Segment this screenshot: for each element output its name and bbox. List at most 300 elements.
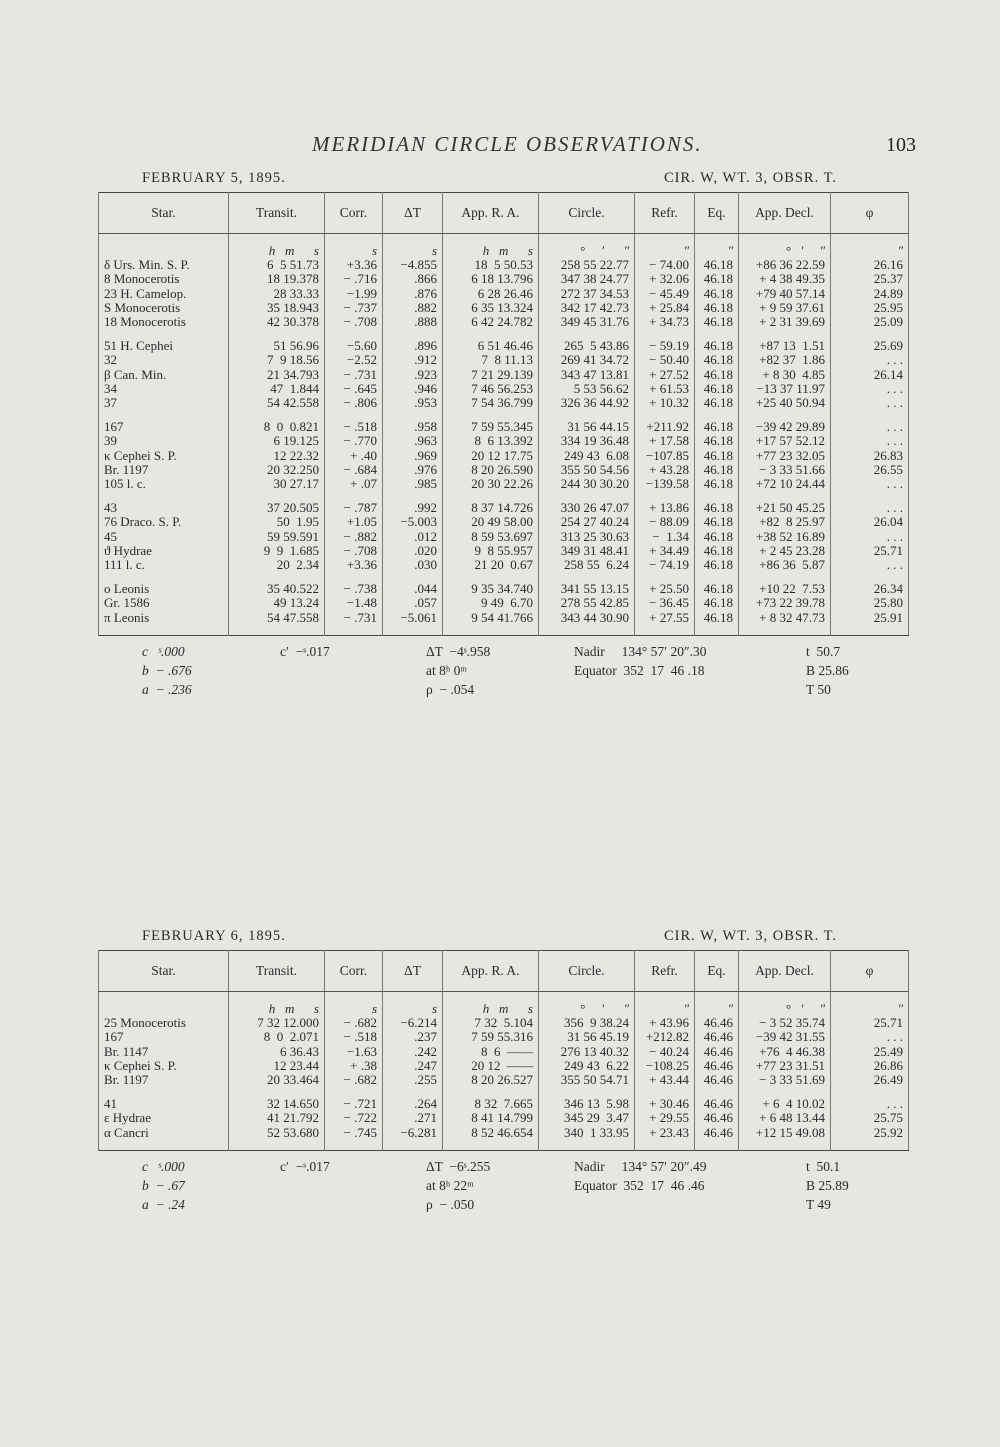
spacer-cell xyxy=(443,625,539,636)
table-row xyxy=(99,287,909,301)
table-row xyxy=(99,582,909,596)
cell-eq: 46.18 xyxy=(695,515,739,529)
table-row xyxy=(99,1059,909,1073)
cell-corr: − .806 xyxy=(325,396,383,410)
cell-delta-t: −5.003 xyxy=(383,515,443,529)
cell-phi: . . . xyxy=(831,353,909,367)
table-row xyxy=(99,501,909,515)
cell-app-decl: +17 57 52.12 xyxy=(739,434,831,448)
cell-eq: 46.18 xyxy=(695,339,739,353)
cell-phi: 25.75 xyxy=(831,1111,909,1125)
cell-transit: 59 59.591 xyxy=(229,530,325,544)
spacer-cell xyxy=(635,491,695,501)
spacer-cell xyxy=(831,491,909,501)
cell-delta-t: −6.214 xyxy=(383,1016,443,1030)
unit-app-decl: ° ′ ″ xyxy=(739,992,831,1017)
cell-delta-t: .882 xyxy=(383,301,443,315)
table-row xyxy=(99,382,909,396)
cell-delta-t: .953 xyxy=(383,396,443,410)
block-header xyxy=(98,924,910,950)
cell-refr: + 17.58 xyxy=(635,434,695,448)
cell-delta-t: .958 xyxy=(383,420,443,434)
cell-corr: − .518 xyxy=(325,420,383,434)
cell-app-ra: 6 42 24.782 xyxy=(443,315,539,329)
cell-transit: 51 56.96 xyxy=(229,339,325,353)
cell-transit: 47 1.844 xyxy=(229,382,325,396)
cell-corr: − .721 xyxy=(325,1097,383,1111)
spacer-cell xyxy=(539,1140,635,1151)
unit-eq: ″ xyxy=(695,992,739,1017)
cell-circle: 31 56 44.15 xyxy=(539,420,635,434)
cell-refr: + 34.73 xyxy=(635,315,695,329)
cell-app-ra: 8 59 53.697 xyxy=(443,530,539,544)
spacer-cell xyxy=(539,410,635,420)
spacer-cell xyxy=(831,1087,909,1097)
cell-circle: 278 55 42.85 xyxy=(539,596,635,610)
unit-app-decl: ° ′ ″ xyxy=(739,234,831,259)
cell-phi: 25.09 xyxy=(831,315,909,329)
unit-circle: ° ′ ″ xyxy=(539,992,635,1017)
cell-corr: − .645 xyxy=(325,382,383,396)
unit-delta-t: s xyxy=(383,992,443,1017)
cell-app-decl: + 2 45 23.28 xyxy=(739,544,831,558)
unit-star xyxy=(99,234,229,259)
cell-eq: 46.46 xyxy=(695,1111,739,1125)
cell-transit: 52 53.680 xyxy=(229,1126,325,1140)
cell-app-ra: 8 52 46.654 xyxy=(443,1126,539,1140)
cell-refr: + 61.53 xyxy=(635,382,695,396)
cell-phi: . . . xyxy=(831,1097,909,1111)
footer-delta-t: ΔT −4ˢ.958 xyxy=(426,643,491,659)
spacer-cell xyxy=(539,491,635,501)
spacer-cell xyxy=(831,329,909,339)
running-head xyxy=(0,132,1000,158)
column-header-delta-t: ΔT xyxy=(383,951,443,992)
cell-delta-t: .030 xyxy=(383,558,443,572)
cell-app-decl: + 6 4 10.02 xyxy=(739,1097,831,1111)
unit-phi: ″ xyxy=(831,992,909,1017)
cell-circle: 343 44 30.90 xyxy=(539,611,635,625)
cell-app-ra: 8 37 14.726 xyxy=(443,501,539,515)
cell-circle: 334 19 36.48 xyxy=(539,434,635,448)
spacer-cell xyxy=(635,1140,695,1151)
table-bottom-spacer xyxy=(99,1140,909,1151)
cell-phi: 26.55 xyxy=(831,463,909,477)
cell-app-decl: + 8 30 4.85 xyxy=(739,368,831,382)
cell-circle: 347 38 24.77 xyxy=(539,272,635,286)
cell-refr: + 10.32 xyxy=(635,396,695,410)
table-bottom-spacer xyxy=(99,625,909,636)
cell-app-decl: −39 42 29.89 xyxy=(739,420,831,434)
footer-b: b − .67 xyxy=(142,1177,185,1193)
cell-eq: 46.18 xyxy=(695,368,739,382)
cell-corr: − .731 xyxy=(325,611,383,625)
cell-refr: − 59.19 xyxy=(635,339,695,353)
cell-transit: 12 22.32 xyxy=(229,449,325,463)
cell-transit: 20 2.34 xyxy=(229,558,325,572)
footer-equator: Equator 352 17 46 .46 xyxy=(574,1177,705,1193)
spacer-cell xyxy=(831,410,909,420)
table-row xyxy=(99,353,909,367)
cell-delta-t: −5.061 xyxy=(383,611,443,625)
cell-star: 111 l. c. xyxy=(99,558,229,572)
cell-eq: 46.18 xyxy=(695,582,739,596)
table-row xyxy=(99,611,909,625)
table-row xyxy=(99,258,909,272)
cell-eq: 46.46 xyxy=(695,1030,739,1044)
footer-c: c ˢ.000 xyxy=(142,1158,185,1174)
table-row xyxy=(99,449,909,463)
cell-circle: 276 13 40.32 xyxy=(539,1045,635,1059)
spacer-cell xyxy=(383,410,443,420)
cell-circle: 342 17 42.73 xyxy=(539,301,635,315)
spacer-cell xyxy=(539,572,635,582)
footer-at-time: at 8ʰ 0ᵐ xyxy=(426,662,467,678)
table-row xyxy=(99,1073,909,1087)
cell-refr: − 74.00 xyxy=(635,258,695,272)
spacer-cell xyxy=(443,491,539,501)
cell-eq: 46.18 xyxy=(695,315,739,329)
spacer-cell xyxy=(695,329,739,339)
cell-eq: 46.18 xyxy=(695,258,739,272)
cell-app-ra: 9 35 34.740 xyxy=(443,582,539,596)
cell-corr: − .716 xyxy=(325,272,383,286)
cell-transit: 35 18.943 xyxy=(229,301,325,315)
cell-app-ra: 8 41 14.799 xyxy=(443,1111,539,1125)
cell-star: 51 H. Cephei xyxy=(99,339,229,353)
cell-corr: − .708 xyxy=(325,544,383,558)
cell-star: Br. 1147 xyxy=(99,1045,229,1059)
instrument-label: CIR. W, WT. 3, OBSR. T. xyxy=(664,170,837,186)
cell-refr: + 25.50 xyxy=(635,582,695,596)
column-header-corr: Corr. xyxy=(325,193,383,234)
cell-star: 167 xyxy=(99,420,229,434)
cell-phi: 26.86 xyxy=(831,1059,909,1073)
cell-eq: 46.18 xyxy=(695,272,739,286)
cell-app-decl: +25 40 50.94 xyxy=(739,396,831,410)
spacer-cell xyxy=(325,329,383,339)
cell-star: 167 xyxy=(99,1030,229,1044)
spacer-cell xyxy=(443,1087,539,1097)
spacer-cell xyxy=(99,410,229,420)
group-spacer xyxy=(99,329,909,339)
spacer-cell xyxy=(695,410,739,420)
cell-eq: 46.18 xyxy=(695,396,739,410)
cell-app-decl: +82 37 1.86 xyxy=(739,353,831,367)
cell-corr: +3.36 xyxy=(325,558,383,572)
cell-corr: + .40 xyxy=(325,449,383,463)
cell-delta-t: .057 xyxy=(383,596,443,610)
spacer-cell xyxy=(695,625,739,636)
cell-app-ra: 9 8 55.957 xyxy=(443,544,539,558)
cell-eq: 46.18 xyxy=(695,463,739,477)
spacer-cell xyxy=(831,572,909,582)
cell-app-ra: 7 54 36.799 xyxy=(443,396,539,410)
column-header-app-decl: App. Decl. xyxy=(739,951,831,992)
spacer-cell xyxy=(635,625,695,636)
table-row xyxy=(99,420,909,434)
cell-refr: + 43.44 xyxy=(635,1073,695,1087)
cell-phi: 25.71 xyxy=(831,544,909,558)
cell-transit: 50 1.95 xyxy=(229,515,325,529)
cell-corr: − .770 xyxy=(325,434,383,448)
cell-app-decl: −13 37 11.97 xyxy=(739,382,831,396)
table-row xyxy=(99,434,909,448)
cell-refr: − 1.34 xyxy=(635,530,695,544)
cell-phi: 26.04 xyxy=(831,515,909,529)
column-header-corr: Corr. xyxy=(325,951,383,992)
cell-delta-t: .264 xyxy=(383,1097,443,1111)
cell-delta-t: .963 xyxy=(383,434,443,448)
group-spacer xyxy=(99,572,909,582)
cell-star: 18 Monocerotis xyxy=(99,315,229,329)
spacer-cell xyxy=(539,625,635,636)
column-header-delta-t: ΔT xyxy=(383,193,443,234)
cell-star: 37 xyxy=(99,396,229,410)
cell-transit: 37 20.505 xyxy=(229,501,325,515)
column-header-phi: φ xyxy=(831,193,909,234)
cell-delta-t: −6.281 xyxy=(383,1126,443,1140)
cell-eq: 46.18 xyxy=(695,596,739,610)
unit-row xyxy=(99,992,909,1017)
spacer-cell xyxy=(739,1087,831,1097)
cell-transit: 32 14.650 xyxy=(229,1097,325,1111)
table-row xyxy=(99,530,909,544)
cell-app-decl: + 6 48 13.44 xyxy=(739,1111,831,1125)
table-row xyxy=(99,396,909,410)
footer-rho: ρ − .054 xyxy=(426,681,475,697)
footer-nadir: Nadir 134° 57′ 20″.30 xyxy=(574,643,707,659)
cell-phi: 25.71 xyxy=(831,1016,909,1030)
footer-t: t 50.1 xyxy=(806,1158,841,1174)
cell-corr: − .882 xyxy=(325,530,383,544)
cell-delta-t: .992 xyxy=(383,501,443,515)
cell-delta-t: .946 xyxy=(383,382,443,396)
observation-block-feb-6 xyxy=(98,924,910,1213)
cell-star: 25 Monocerotis xyxy=(99,1016,229,1030)
cell-app-decl: + 2 31 39.69 xyxy=(739,315,831,329)
table-row xyxy=(99,1016,909,1030)
cell-corr: − .518 xyxy=(325,1030,383,1044)
table-row xyxy=(99,477,909,491)
cell-refr: −107.85 xyxy=(635,449,695,463)
cell-star: 8 Monocerotis xyxy=(99,272,229,286)
observation-table xyxy=(98,950,909,1151)
cell-app-decl: +77 23 31.51 xyxy=(739,1059,831,1073)
spacer-cell xyxy=(99,572,229,582)
cell-circle: 355 50 54.56 xyxy=(539,463,635,477)
spacer-cell xyxy=(443,410,539,420)
cell-app-ra: 8 32 7.665 xyxy=(443,1097,539,1111)
cell-eq: 46.18 xyxy=(695,434,739,448)
cell-refr: − 36.45 xyxy=(635,596,695,610)
cell-app-decl: − 3 33 51.69 xyxy=(739,1073,831,1087)
cell-circle: 5 53 56.62 xyxy=(539,382,635,396)
cell-eq: 46.46 xyxy=(695,1097,739,1111)
cell-refr: − 50.40 xyxy=(635,353,695,367)
spacer-cell xyxy=(383,1140,443,1151)
group-spacer xyxy=(99,491,909,501)
cell-delta-t: .271 xyxy=(383,1111,443,1125)
cell-phi: . . . xyxy=(831,396,909,410)
column-header-refr: Refr. xyxy=(635,951,695,992)
cell-delta-t: −4.855 xyxy=(383,258,443,272)
cell-delta-t: .255 xyxy=(383,1073,443,1087)
cell-star: 34 xyxy=(99,382,229,396)
spacer-cell xyxy=(695,572,739,582)
cell-delta-t: .969 xyxy=(383,449,443,463)
cell-app-decl: − 3 52 35.74 xyxy=(739,1016,831,1030)
cell-refr: + 30.46 xyxy=(635,1097,695,1111)
cell-corr: −5.60 xyxy=(325,339,383,353)
instrument-label: CIR. W, WT. 3, OBSR. T. xyxy=(664,928,837,944)
cell-corr: −2.52 xyxy=(325,353,383,367)
table-row xyxy=(99,515,909,529)
spacer-cell xyxy=(443,572,539,582)
spacer-cell xyxy=(695,1087,739,1097)
cell-circle: 272 37 34.53 xyxy=(539,287,635,301)
cell-app-decl: +76 4 46.38 xyxy=(739,1045,831,1059)
cell-circle: 330 26 47.07 xyxy=(539,501,635,515)
cell-delta-t: .923 xyxy=(383,368,443,382)
cell-circle: 346 13 5.98 xyxy=(539,1097,635,1111)
cell-star: 32 xyxy=(99,353,229,367)
cell-corr: −1.63 xyxy=(325,1045,383,1059)
spacer-cell xyxy=(695,1140,739,1151)
unit-row xyxy=(99,234,909,259)
cell-corr: − .708 xyxy=(325,315,383,329)
cell-transit: 20 32.250 xyxy=(229,463,325,477)
cell-transit: 54 47.558 xyxy=(229,611,325,625)
cell-corr: − .738 xyxy=(325,582,383,596)
block-footer xyxy=(98,636,910,698)
spacer-cell xyxy=(229,410,325,420)
cell-app-ra: 20 12 —— xyxy=(443,1059,539,1073)
cell-corr: −1.99 xyxy=(325,287,383,301)
cell-circle: 249 43 6.22 xyxy=(539,1059,635,1073)
cell-star: κ Cephei S. P. xyxy=(99,449,229,463)
footer-c-prime: c′ −ˢ.017 xyxy=(280,1158,330,1174)
cell-app-ra: 7 8 11.13 xyxy=(443,353,539,367)
cell-app-decl: +86 36 5.87 xyxy=(739,558,831,572)
cell-transit: 49 13.24 xyxy=(229,596,325,610)
cell-circle: 269 41 34.72 xyxy=(539,353,635,367)
cell-phi: 25.95 xyxy=(831,301,909,315)
cell-app-ra: 7 59 55.316 xyxy=(443,1030,539,1044)
cell-star: Br. 1197 xyxy=(99,463,229,477)
table-row xyxy=(99,558,909,572)
cell-refr: + 25.84 xyxy=(635,301,695,315)
spacer-cell xyxy=(635,1087,695,1097)
cell-star: 43 xyxy=(99,501,229,515)
cell-eq: 46.18 xyxy=(695,353,739,367)
column-header-refr: Refr. xyxy=(635,193,695,234)
cell-app-decl: −39 42 31.55 xyxy=(739,1030,831,1044)
table-row xyxy=(99,368,909,382)
cell-app-ra: 8 6 —— xyxy=(443,1045,539,1059)
cell-delta-t: .044 xyxy=(383,582,443,596)
spacer-cell xyxy=(635,572,695,582)
cell-circle: 244 30 30.20 xyxy=(539,477,635,491)
spacer-cell xyxy=(739,410,831,420)
cell-app-decl: − 3 33 51.66 xyxy=(739,463,831,477)
footer-B: B 25.86 xyxy=(806,662,849,678)
cell-star: ϑ Hydrae xyxy=(99,544,229,558)
cell-star: π Leonis xyxy=(99,611,229,625)
cell-eq: 46.18 xyxy=(695,558,739,572)
cell-phi: . . . xyxy=(831,477,909,491)
observation-table xyxy=(98,192,909,636)
unit-refr: ″ xyxy=(635,992,695,1017)
running-title: MERIDIAN CIRCLE OBSERVATIONS. xyxy=(312,132,703,156)
cell-eq: 46.18 xyxy=(695,501,739,515)
cell-delta-t: .012 xyxy=(383,530,443,544)
cell-circle: 345 29 3.47 xyxy=(539,1111,635,1125)
cell-circle: 31 56 45.19 xyxy=(539,1030,635,1044)
spacer-cell xyxy=(325,1140,383,1151)
cell-phi: 25.37 xyxy=(831,272,909,286)
cell-phi: . . . xyxy=(831,382,909,396)
group-spacer xyxy=(99,410,909,420)
cell-app-decl: +86 36 22.59 xyxy=(739,258,831,272)
cell-corr: +3.36 xyxy=(325,258,383,272)
cell-phi: . . . xyxy=(831,530,909,544)
cell-circle: 258 55 22.77 xyxy=(539,258,635,272)
table-row xyxy=(99,1126,909,1140)
cell-star: κ Cephei S. P. xyxy=(99,1059,229,1073)
cell-star: α Cancri xyxy=(99,1126,229,1140)
spacer-cell xyxy=(635,329,695,339)
cell-corr: − .787 xyxy=(325,501,383,515)
cell-star: ο Leonis xyxy=(99,582,229,596)
spacer-cell xyxy=(325,491,383,501)
cell-transit: 12 23.44 xyxy=(229,1059,325,1073)
cell-app-ra: 7 32 5.104 xyxy=(443,1016,539,1030)
observation-block-feb-5 xyxy=(98,166,910,698)
cell-corr: − .737 xyxy=(325,301,383,315)
footer-nadir: Nadir 134° 57′ 20″.49 xyxy=(574,1158,707,1174)
footer-at-time: at 8ʰ 22ᵐ xyxy=(426,1177,474,1193)
cell-transit: 20 33.464 xyxy=(229,1073,325,1087)
cell-delta-t: .876 xyxy=(383,287,443,301)
spacer-cell xyxy=(831,1140,909,1151)
cell-delta-t: .242 xyxy=(383,1045,443,1059)
cell-app-ra: 8 20 26.527 xyxy=(443,1073,539,1087)
cell-eq: 46.46 xyxy=(695,1045,739,1059)
cell-app-decl: +21 50 45.25 xyxy=(739,501,831,515)
cell-app-decl: + 4 38 49.35 xyxy=(739,272,831,286)
cell-transit: 21 34.793 xyxy=(229,368,325,382)
column-header-transit: Transit. xyxy=(229,951,325,992)
cell-phi: 24.89 xyxy=(831,287,909,301)
spacer-cell xyxy=(739,1140,831,1151)
cell-delta-t: .976 xyxy=(383,463,443,477)
cell-phi: 25.80 xyxy=(831,596,909,610)
column-header-row xyxy=(99,951,909,992)
cell-eq: 46.18 xyxy=(695,382,739,396)
cell-star: Br. 1197 xyxy=(99,1073,229,1087)
cell-transit: 6 19.125 xyxy=(229,434,325,448)
cell-phi: 25.69 xyxy=(831,339,909,353)
cell-app-decl: +73 22 39.78 xyxy=(739,596,831,610)
cell-circle: 355 50 54.71 xyxy=(539,1073,635,1087)
column-header-star: Star. xyxy=(99,951,229,992)
cell-app-ra: 21 20 0.67 xyxy=(443,558,539,572)
cell-phi: 25.92 xyxy=(831,1126,909,1140)
cell-circle: 340 1 33.95 xyxy=(539,1126,635,1140)
unit-phi: ″ xyxy=(831,234,909,259)
cell-eq: 46.18 xyxy=(695,530,739,544)
